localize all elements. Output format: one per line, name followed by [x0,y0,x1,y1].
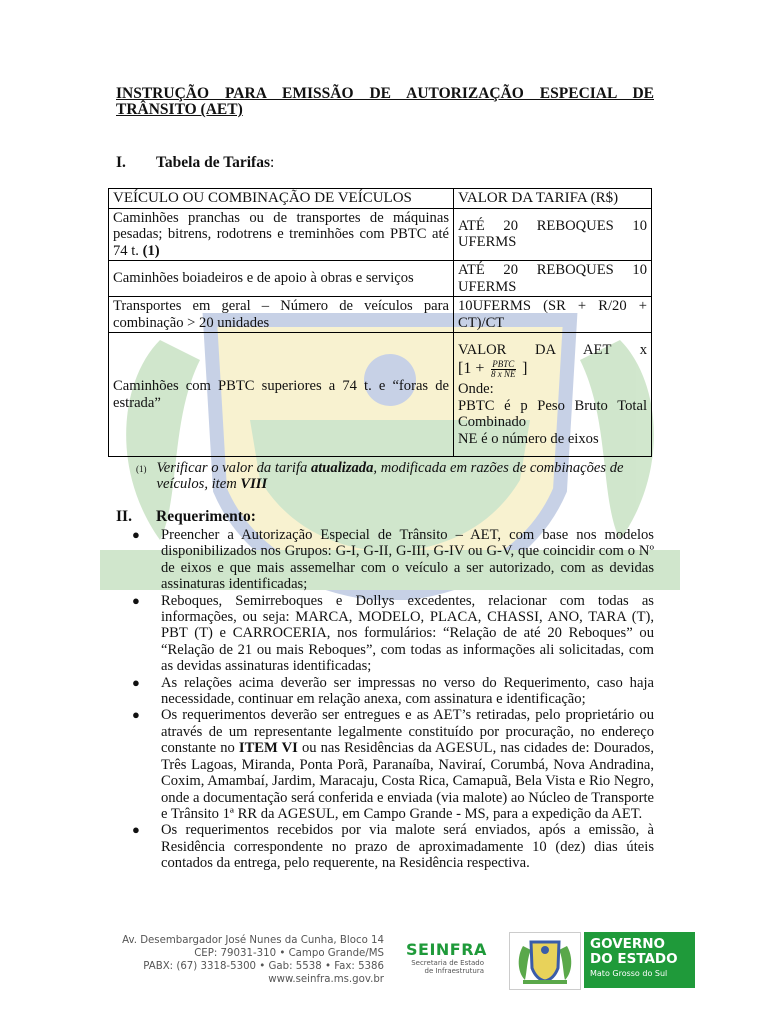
section-number: I. [116,154,126,171]
table-header-vehicle: VEÍCULO OU COMBINAÇÃO DE VEÍCULOS [109,189,454,209]
section-tariffs-heading [116,154,654,172]
table-cell-vehicle [109,208,454,261]
document-body [113,85,654,872]
list-item [132,707,654,822]
list-item-text: Os requerimentos recebidos por via malote será enviados, após a emissão, à Residência correspondente no prazo de aproximadamente 10 (dez) dias úteis contados da entrega, pelo requerente, na Residência respectiva. [161,822,654,872]
table-cell-value: 10UFERMS (SR + R/20 + CT)/CT [454,297,652,333]
footnote-bold: atualizada [310,460,374,476]
section-label: Tabela de Tarifas [156,154,270,171]
governo-logo [584,932,695,988]
list-item-text: Preencher a Autorização Especial de Trânsito – AET, com base nos modelos disponibilizados nos Grupos: G-I, G-II, G-III, G-IV ou G-V, que coincidir com o Nº de eixos e que mais assemelhar com o veículo a ser autorizado, com as devidas assinaturas identificadas; [161,527,654,593]
aet-pbtc-def: PBTC é p Peso Bruto Total Combinado [458,397,647,431]
section-requirement-heading [116,508,654,526]
table-cell-vehicle: Caminhões boiadeiros e de apoio à obras e serviços [109,261,454,297]
table-cell-value [454,333,652,457]
table-cell-value: ATÉ 20 REBOQUES 10 UFERMS [454,261,652,297]
table-row [109,333,652,457]
formula-fraction [488,360,519,379]
seinfra-name: SEINFRA [406,940,487,959]
footnote-text [157,460,655,492]
coat-of-arms-icon [509,932,581,990]
list-item-bold: ITEM VI [238,740,298,757]
table-row [109,261,652,297]
list-item-text: As relações acima deverão ser impressas no verso do Requerimento, caso haja necessidade, continuar em relação anexa, com assinatura e identificação; [161,674,654,708]
document-title: INSTRUÇÃO PARA EMISSÃO DE AUTORIZAÇÃO ESPECIAL DE TRÂNSITO (AET) [116,85,654,118]
table-row [109,297,652,333]
gov-line: DO ESTADO [590,951,678,967]
website-link[interactable]: www.seinfra.ms.gov.br [268,974,384,985]
list-item [132,527,654,593]
footnote-bold-item: VIII [240,476,268,492]
aet-value-line: VALOR DA AET x [458,341,647,358]
table-cell-vehicle: Transportes em geral – Número de veículos para combinação > 20 unidades [109,297,454,333]
address-line: Av. Desembargador José Nunes da Cunha, Bloco 14 [122,935,384,946]
seinfra-subtitle [406,959,484,975]
gov-line: Mato Grosso do Sul [590,969,668,978]
seinfra-sub-line: de Infraestrutura [424,967,484,975]
bullet-icon: ● [132,592,140,608]
table-header-row [109,189,652,209]
footnote-marker: (1) [136,464,147,474]
bullet-icon: ● [132,822,140,838]
list-item [132,674,654,708]
tariff-table [108,188,652,457]
list-item-text: ou nas Residências da AGESUL, nas cidades de: Dourados, Três Lagoas, Miranda, Ponta Porã, Paranaíba, Naviraí, Corumbá, Nova Andradina, Coxim, Amambaí, Jardim, Maracaju, Costa Rica, Camapuã, Bela Vista e Rio Negro, onde a documentação será conferida e enviada (via malote) ao Núcleo de Transporte e Trânsito 1ª RR da AGESUL, em Campo Grande - MS, para a expedição da AET. [161,740,654,822]
aet-where-label: Onde: [458,381,494,398]
table-cell-value: ATÉ 20 REBOQUES 10 UFERMS [454,208,652,261]
aet-ne-def: NE é o número de eixos [458,430,599,447]
table-header-value: VALOR DA TARIFA (R$) [454,189,652,209]
bullet-icon: ● [132,674,140,690]
seinfra-sub-line: Secretaria de Estado [411,959,484,967]
formula-denominator: 8 x NE [491,369,516,380]
section-colon: : [270,154,275,171]
list-item-text: Reboques, Semirreboques e Dollys excedentes, relacionar com todas as informações, ou seja: MARCA, MODELO, PLACA, CHASSI, ANO, TARA (T), PBT (T) e CARROCERIA, nos formulários: “Relação de até 20 Reboques” ou “Relação de 21 ou mais Reboques”, com todas as informações ali solicitadas, com as devidas assinaturas identificadas; [161,592,654,675]
section-number: II. [116,508,132,525]
seinfra-logo [406,940,487,975]
address-line: CEP: 79031-310 • Campo Grande/MS [194,948,384,959]
table-footnote [136,460,654,492]
footnote-text-a: Verificar o valor da tarifa [156,460,311,476]
vehicle-footnote-ref: (1) [142,242,160,259]
table-row [109,208,652,261]
footnote-text-b: , modificada em razões de combinações de veículos, item [156,460,624,492]
page-footer [0,928,768,998]
requirement-list [116,527,654,872]
address-line: PABX: (67) 3318-5300 • Gab: 5538 • Fax: 5386 [143,961,384,972]
footer-address [122,934,384,986]
vehicle-text: Caminhões pranchas ou de transportes de máquinas pesadas; bitrens, rodotrens e treminhões com PBTC até 74 t. [113,209,449,259]
formula-numerator: PBTC [492,359,515,370]
list-item [132,822,654,872]
list-item [132,592,654,675]
table-cell-vehicle: Caminhões com PBTC superiores a 74 t. e “foras de estrada” [109,333,454,457]
list-item-text: Os requerimentos deverão ser entregues e as AET’s retiradas, pelo proprietário ou através de um representante legalmente constituído por procuração, no endereço constante no [161,707,654,757]
section-label: Requerimento: [156,508,256,525]
aet-formula: [1 + PBTC 8 x NE ] [458,359,528,380]
bullet-icon: ● [132,707,140,723]
gov-line: GOVERNO [590,936,666,952]
bullet-icon: ● [132,527,140,542]
